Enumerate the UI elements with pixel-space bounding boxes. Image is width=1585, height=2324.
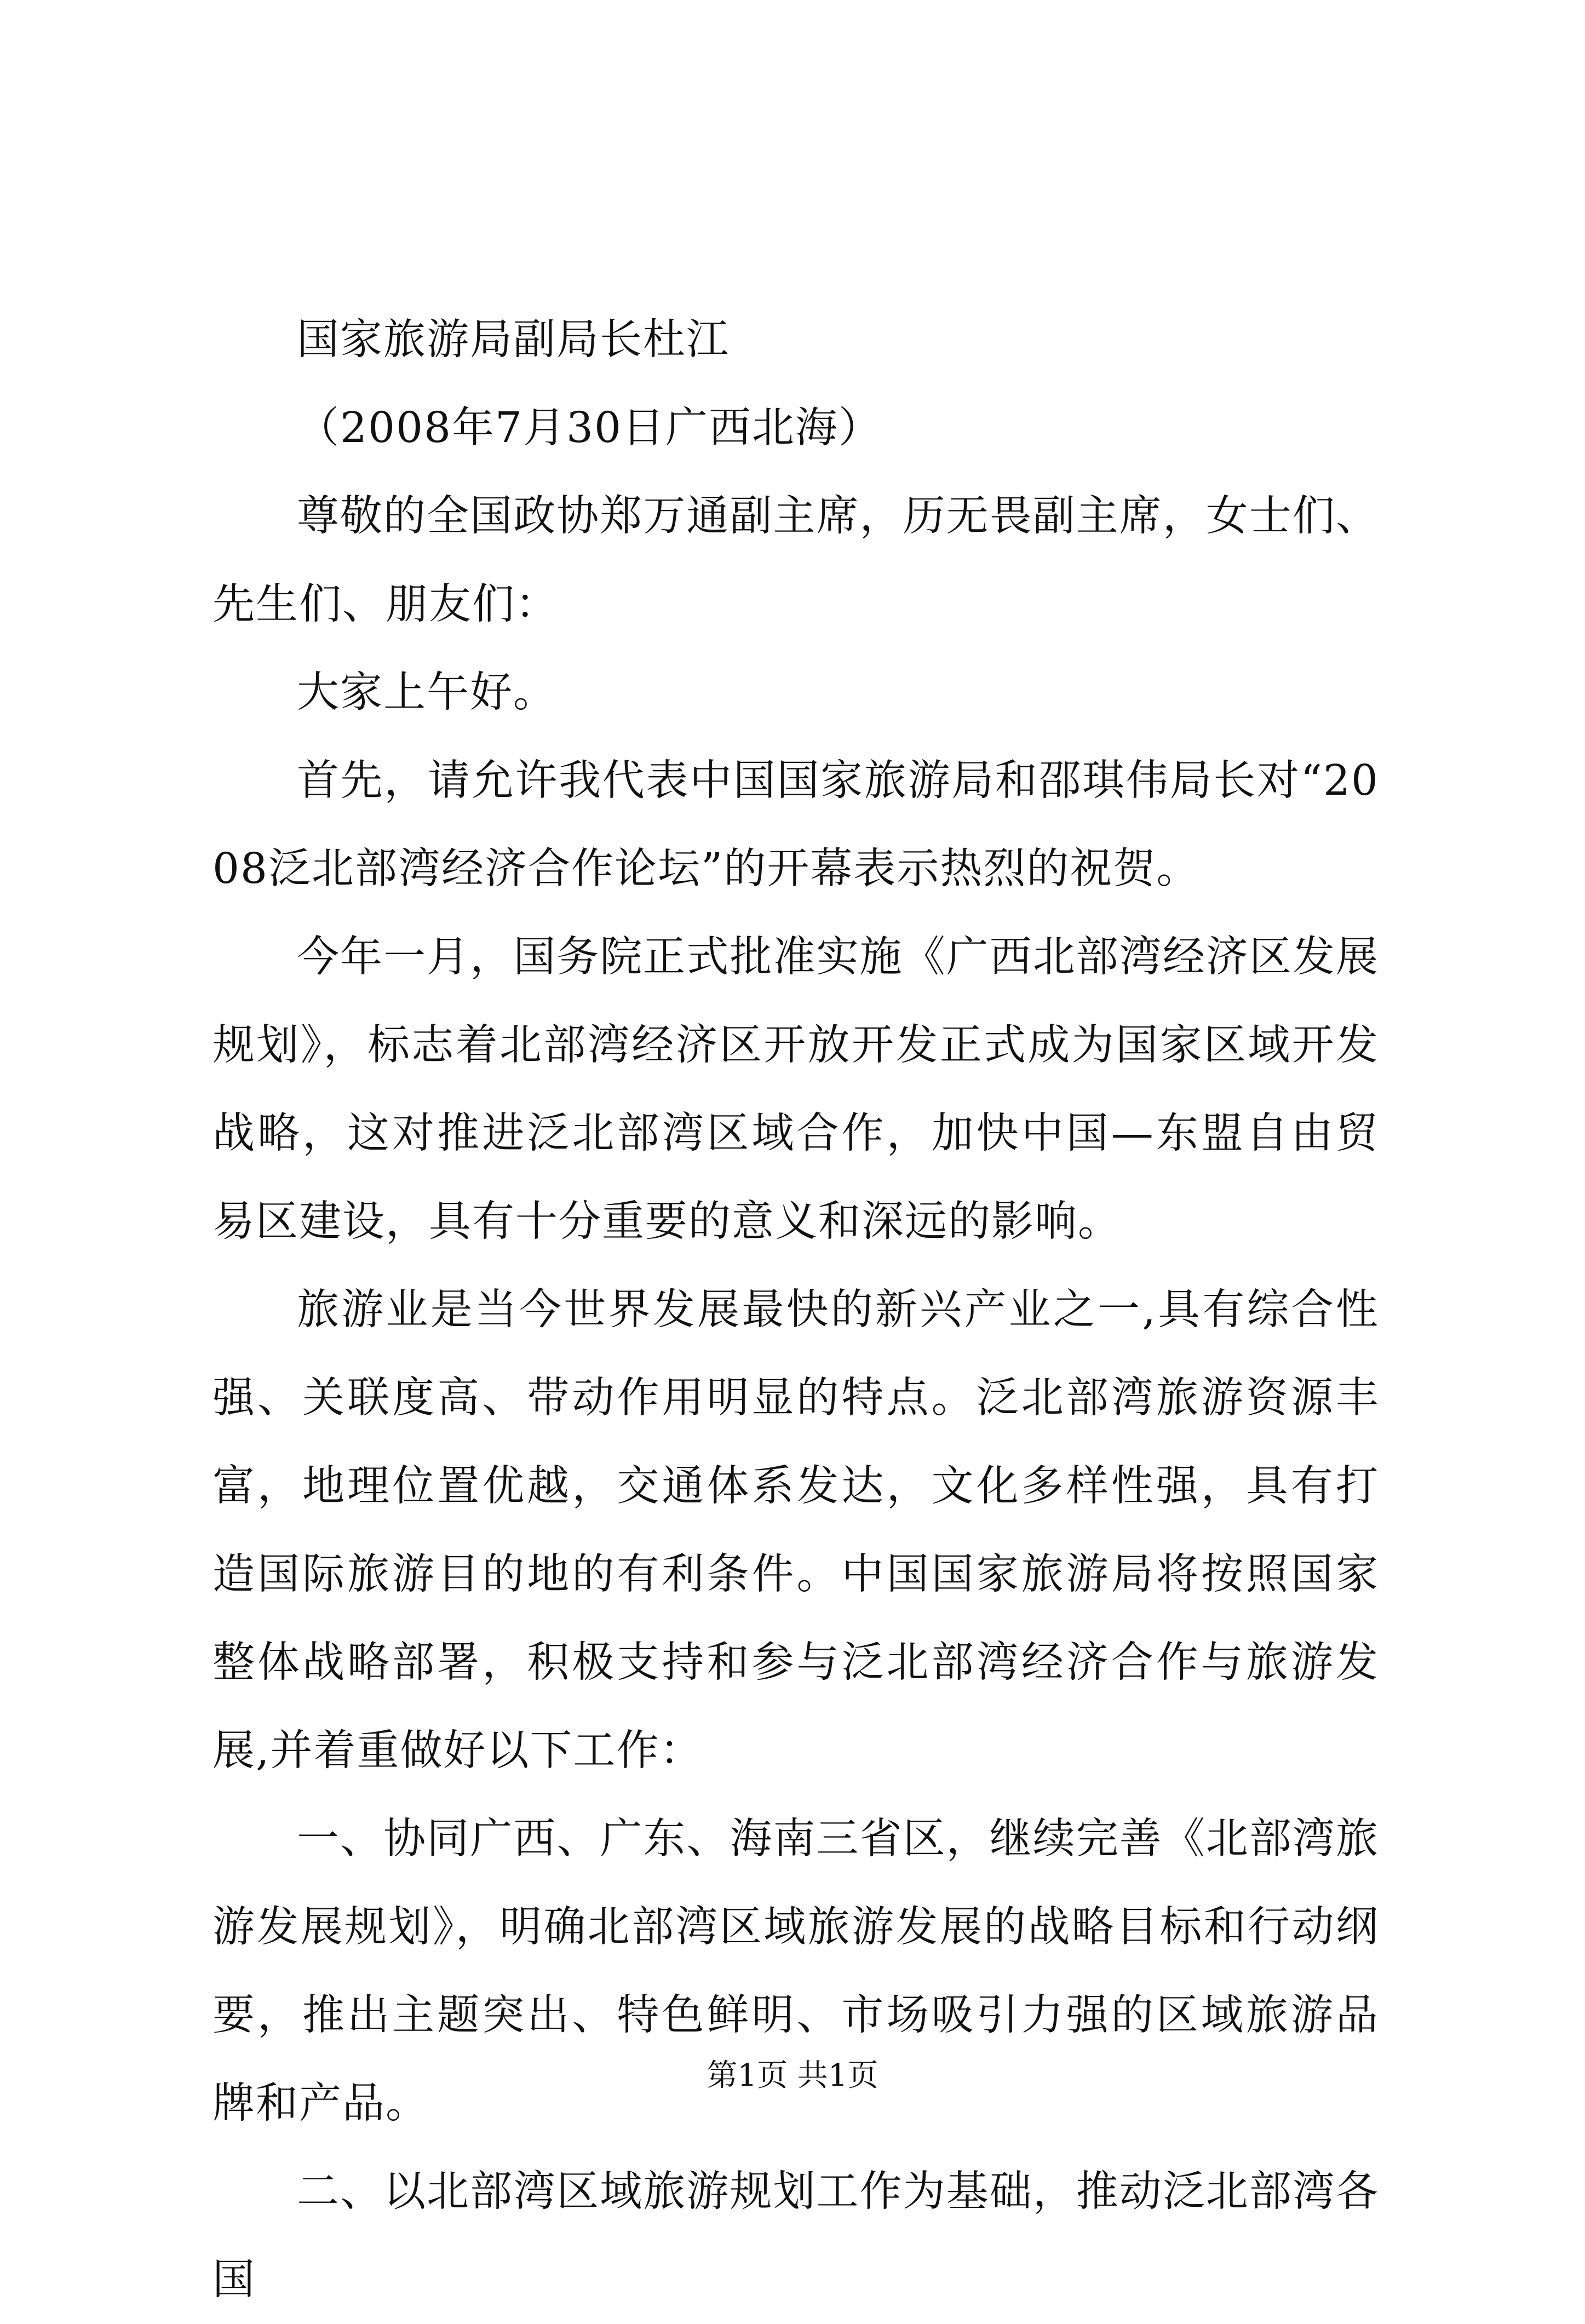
paragraph-tourism-industry: 旅游业是当今世界发展最快的新兴产业之一,具有综合性强、关联度高、带动作用明显的特点。泛北部湾旅游资源丰富，地理位置优越，交通体系发达，文化多样性强，具有打造国际旅游目的地的有利条件。中国国家旅游局将按照国家整体战略部署，积极支持和参与泛北部湾经济合作与旅游发展,并着重做好以下工作： [213, 1286, 1379, 1775]
salutation: 尊敬的全国政协郑万通副主席，历无畏副主席，女士们、先生们、朋友们： [213, 492, 1379, 629]
paragraph-congratulations: 首先，请允许我代表中国国家旅游局和邵琪伟局长对“2008泛北部湾经济合作论坛”的开幕表示热烈的祝贺。 [213, 756, 1379, 893]
document-body [213, 296, 1379, 2324]
paragraph-development-plan: 今年一月，国务院正式批准实施《广西北部湾经济区发展规划》，标志着北部湾经济区开放开发正式成为国家区域开发战略，这对推进泛北部湾区域合作，加快中国—东盟自由贸易区建设，具有十分重要的意义和深远的影响。 [213, 933, 1379, 1246]
paragraph-item-two: 二、以北部湾区域旅游规划工作为基础，推动泛北部湾各国 [213, 2167, 1379, 2304]
page-number-footer: 第1页 共1页 [707, 2058, 878, 2093]
speaker-title: 国家旅游局副局长杜江 [297, 315, 730, 364]
paragraph-item-one: 一、协同广西、广东、海南三省区，继续完善《北部湾旅游发展规划》，明确北部湾区域旅游发展的战略目标和行动纲要，推出主题突出、特色鲜明、市场吸引力强的区域旅游品牌和产品。 [213, 1815, 1379, 2128]
greeting: 大家上午好。 [297, 668, 556, 717]
date-location: （2008年7月30日广西北海） [297, 404, 882, 452]
